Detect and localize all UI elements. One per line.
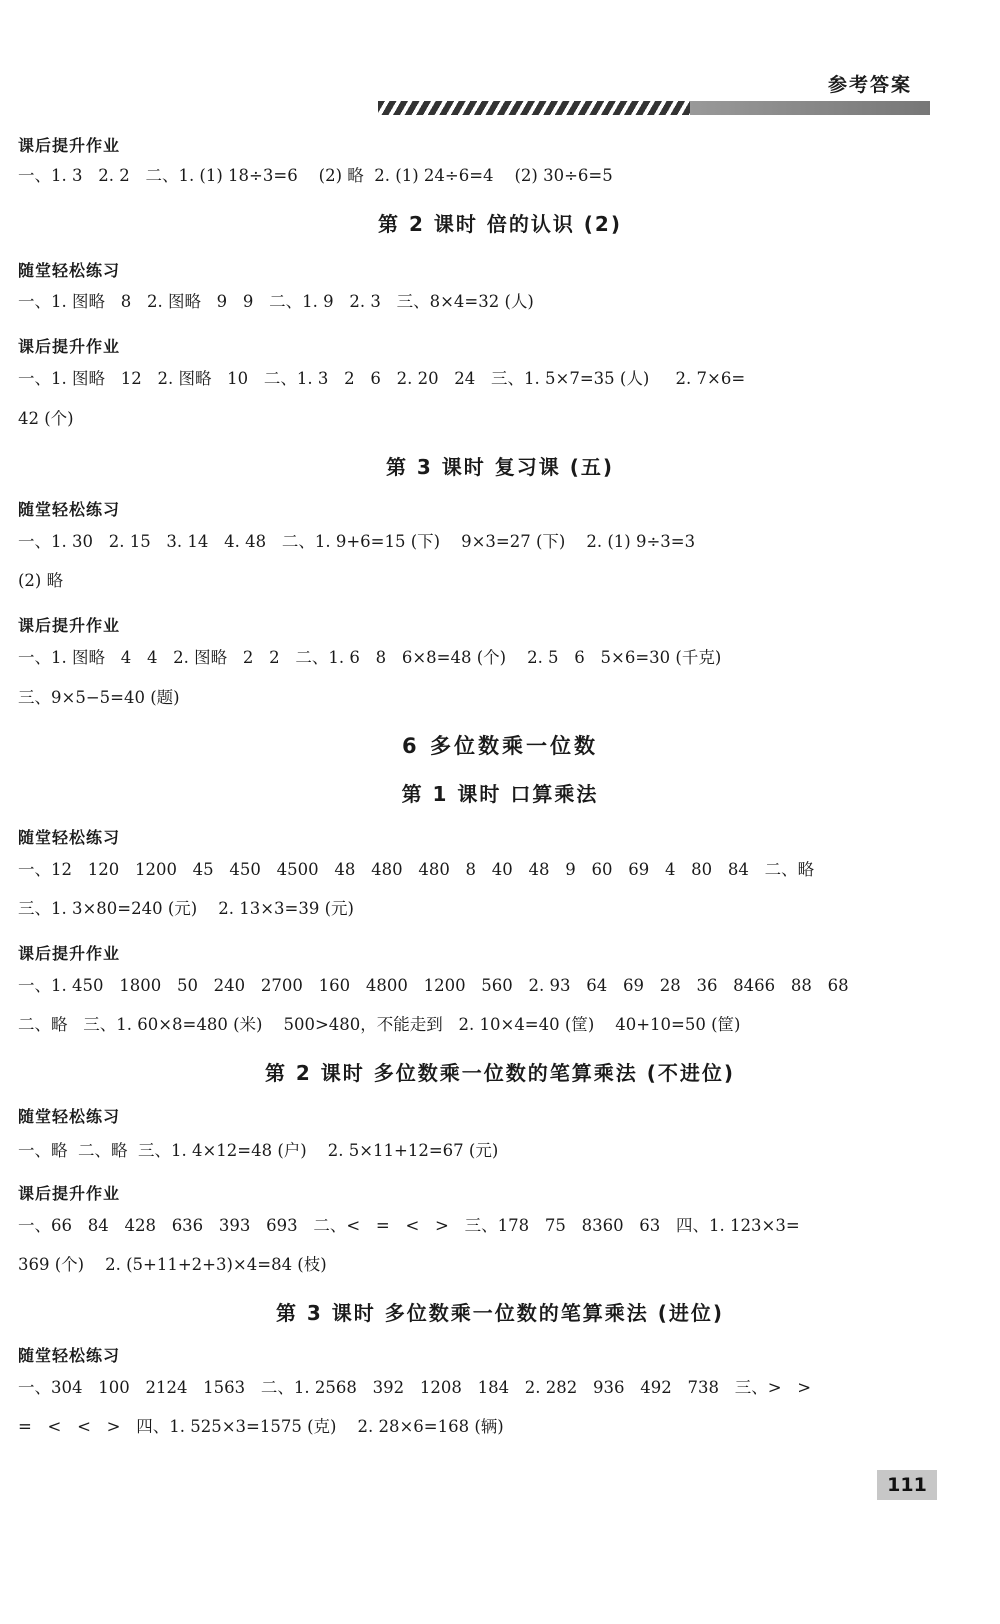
answer-line: 一、1. 450 1800 50 240 2700 160 4800 1200 560 2. 93 64 69 28 36 8466 88 68: [18, 976, 849, 995]
header-label: 参考答案: [828, 74, 913, 96]
answer-line: 一、1. 3 2. 2 二、1. (1) 18÷3=6 (2) 略 2. (1) 24÷6=4 (2) 30÷6=5: [18, 166, 613, 185]
section-label: 课后提升作业: [18, 136, 121, 155]
answer-line: 42 (个): [18, 409, 74, 428]
answer-line: 一、1. 图略 8 2. 图略 9 9 二、1. 9 2. 3 三、8×4=32 (人): [18, 292, 534, 311]
lesson-title: 第 1 课时 口算乘法: [401, 782, 599, 806]
lesson-title: 第 2 课时 倍的认识 (2): [378, 212, 622, 236]
section-label: 随堂轻松练习: [18, 500, 121, 519]
chapter-title: 6 多位数乘一位数: [402, 734, 598, 758]
answer-line: 二、略 三、1. 60×8=480 (米) 500>480，不能走到 2. 10×4=40 (筐) 40+10=50 (筐): [18, 1015, 741, 1034]
answer-line: 一、1. 图略 4 4 2. 图略 2 2 二、1. 6 8 6×8=48 (个) 2. 5 6 5×6=30 (千克): [18, 648, 722, 667]
answer-line: 一、1. 30 2. 15 3. 14 4. 48 二、1. 9+6=15 (下) 9×3=27 (下) 2. (1) 9÷3=3: [18, 532, 696, 551]
answer-line: 三、9×5−5=40 (题): [18, 688, 180, 707]
section-label: 随堂轻松练习: [18, 1107, 121, 1126]
page-number: 111: [877, 1470, 937, 1500]
section-label: 课后提升作业: [18, 616, 121, 635]
answer-line: 369 (个) 2. (5+11+2+3)×4=84 (枝): [18, 1255, 327, 1274]
section-label: 课后提升作业: [18, 337, 121, 356]
answer-line: 一、1. 图略 12 2. 图略 10 二、1. 3 2 6 2. 20 24 三、1. 5×7=35 (人) 2. 7×6=: [18, 369, 746, 388]
lesson-title: 第 3 课时 多位数乘一位数的笔算乘法 (进位): [275, 1301, 725, 1325]
answer-line: 一、12 120 1200 45 450 4500 48 480 480 8 40 48 9 60 69 4 80 84 二、略: [18, 860, 815, 879]
answer-line: 三、1. 3×80=240 (元) 2. 13×3=39 (元): [18, 899, 354, 918]
answer-line: = < < > 四、1. 525×3=1575 (克) 2. 28×6=168 (辆): [18, 1417, 504, 1436]
section-label: 课后提升作业: [18, 944, 121, 963]
section-label: 课后提升作业: [18, 1184, 121, 1203]
answer-line: 一、66 84 428 636 393 693 二、< = < > 三、178 75 8360 63 四、1. 123×3=: [18, 1216, 800, 1235]
section-label: 随堂轻松练习: [18, 1346, 121, 1365]
answer-line: 一、略 二、略 三、1. 4×12=48 (户) 2. 5×11+12=67 (元): [18, 1141, 499, 1160]
answer-line: (2) 略: [18, 571, 64, 590]
header-decorative-bar: [378, 101, 930, 115]
lesson-title: 第 2 课时 多位数乘一位数的笔算乘法 (不进位): [264, 1061, 736, 1085]
lesson-title: 第 3 课时 复习课 (五): [385, 455, 615, 479]
section-label: 随堂轻松练习: [18, 261, 121, 280]
answer-line: 一、304 100 2124 1563 二、1. 2568 392 1208 184 2. 282 936 492 738 三、> >: [18, 1378, 812, 1397]
section-label: 随堂轻松练习: [18, 828, 121, 847]
